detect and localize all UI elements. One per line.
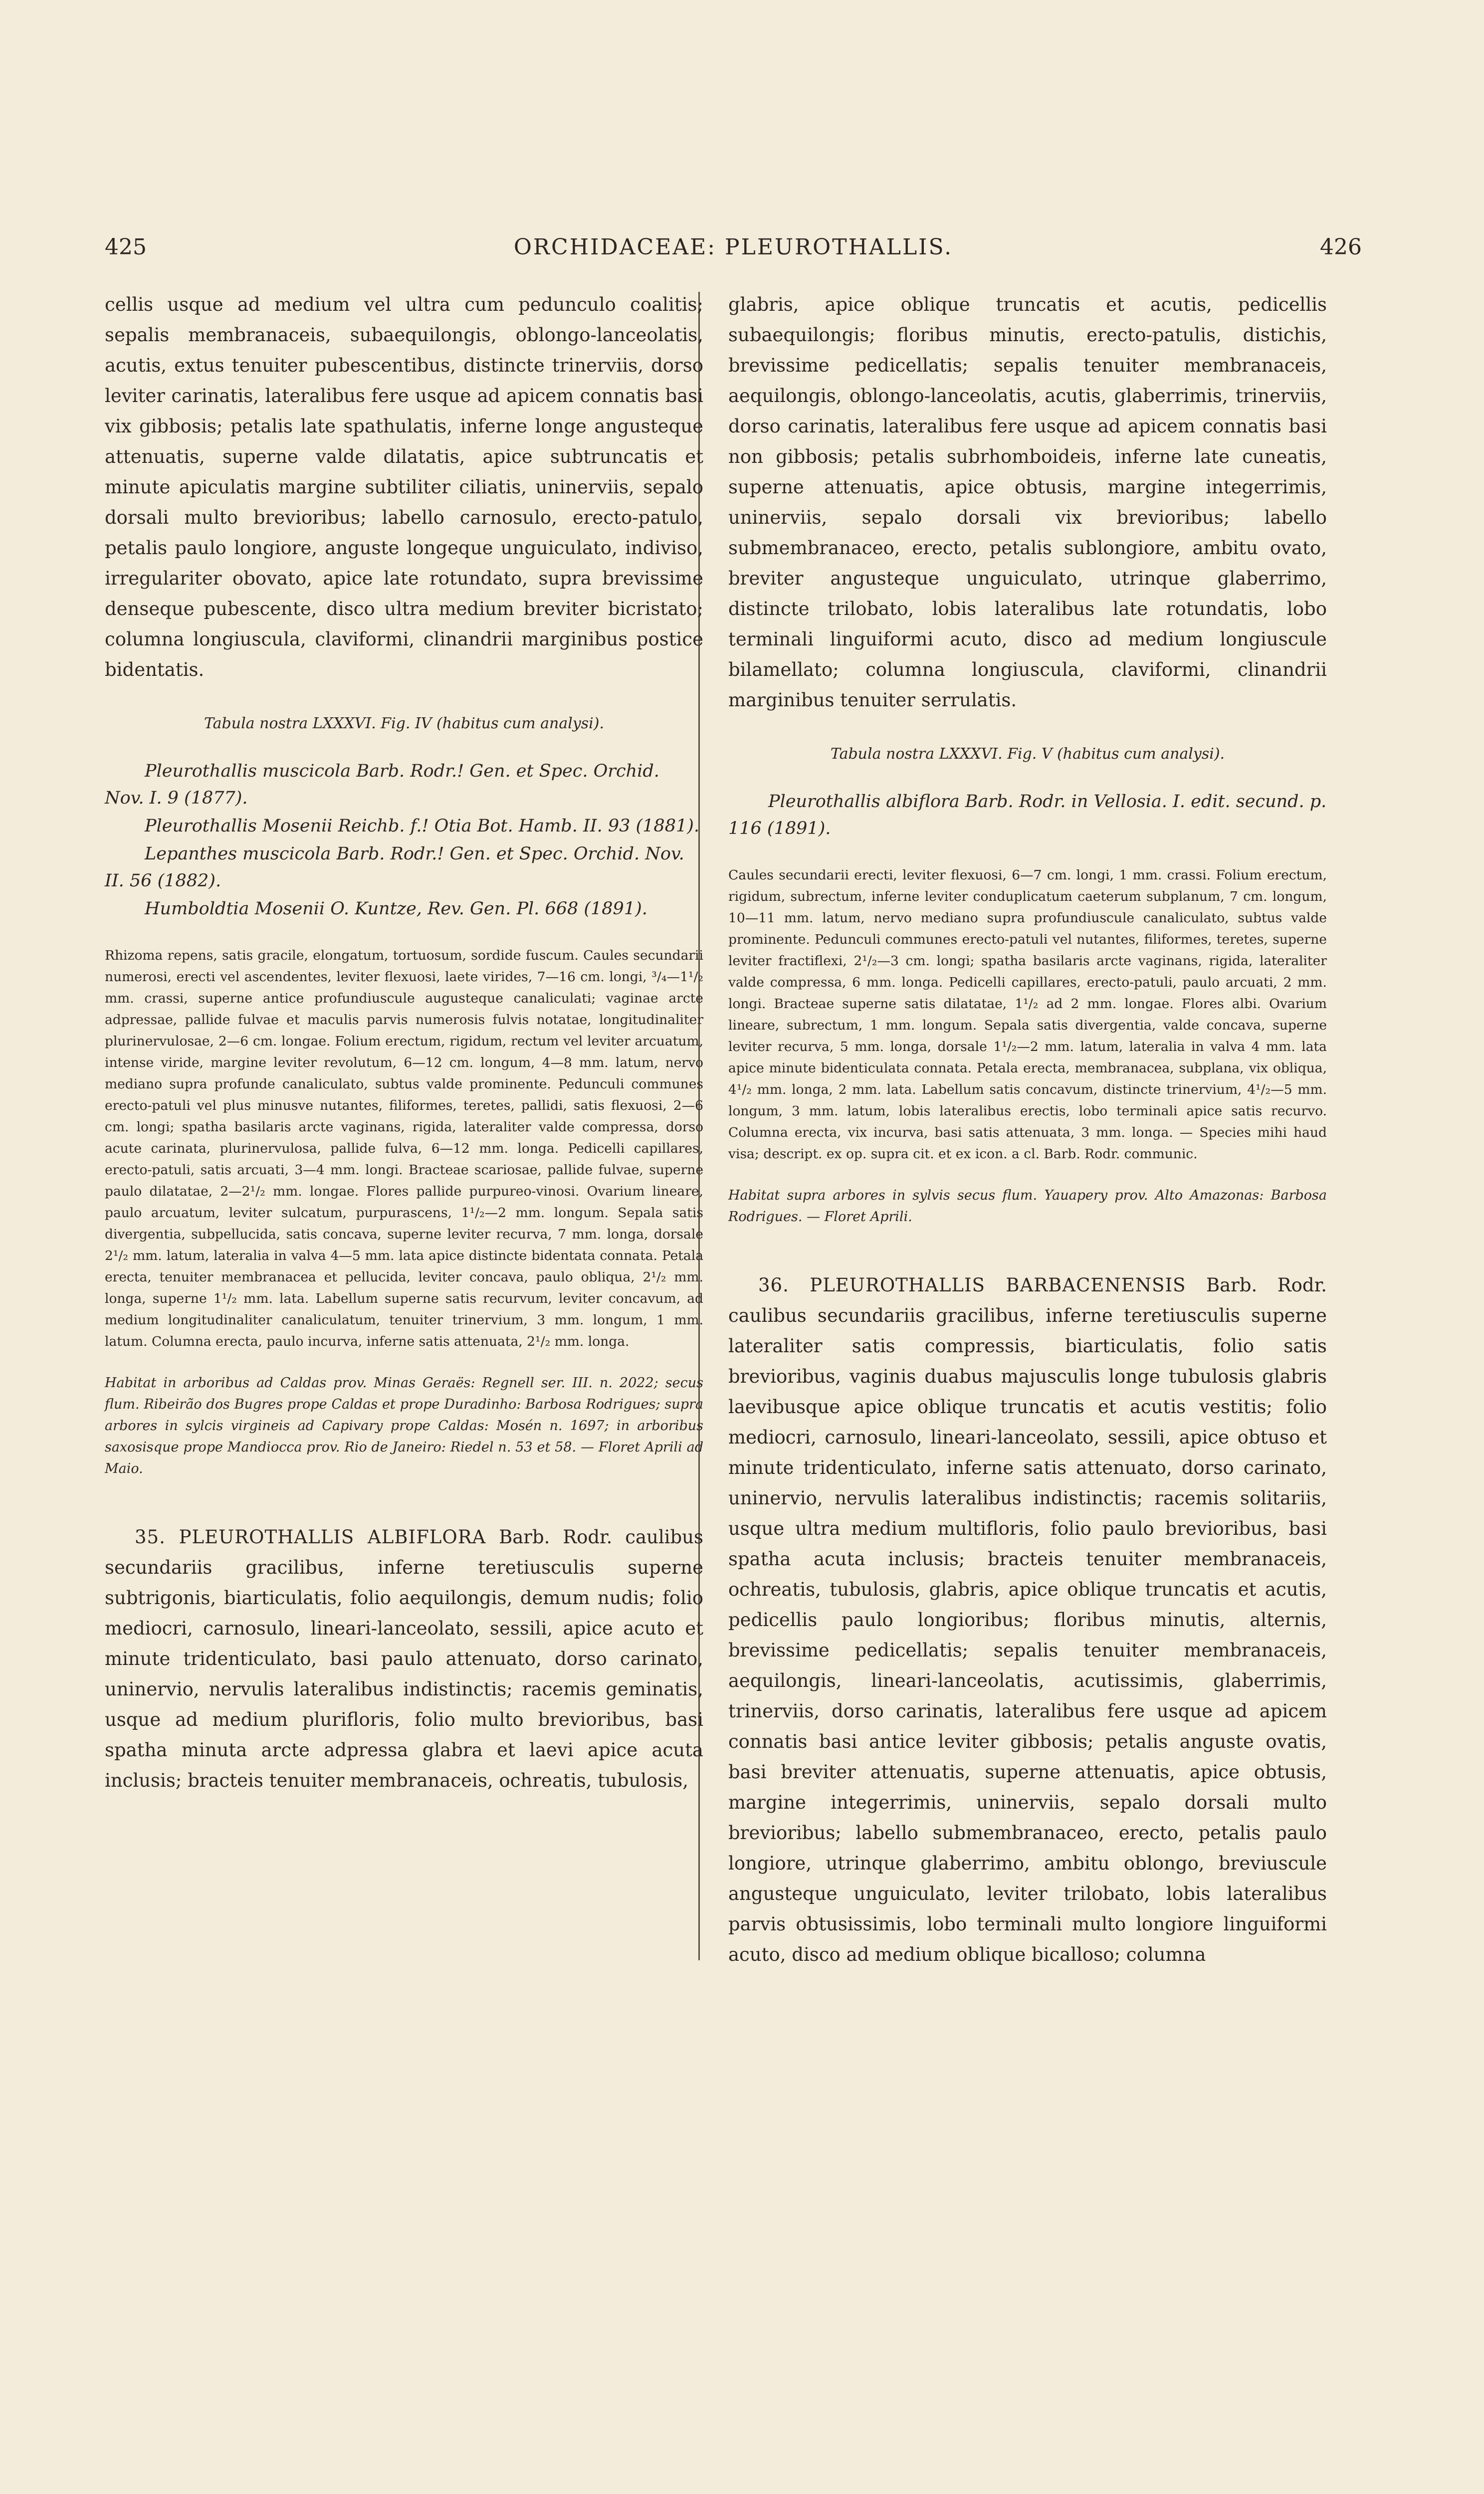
synonym-entry: Pleurothallis albiflora Barb. Rodr. in Vellosia. I. edit. secund. p. 116 (1891). (728, 792, 1327, 838)
left-plate-reference: Tabula nostra LXXXVI. Fig. IV (habitus cum analysi). (204, 715, 605, 732)
left-description: Rhizoma repens, satis gracile, elongatum, tortuosum, sordide fuscum. Caules secundarii numerosi, erecti vel ascendentes, leviter flexuosi, laete virides, 7—16 cm. longi, ³/₄—1¹/₂ mm. crassi, superne antice profundiuscule augusteque canaliculati; vaginae arcte adpressae, pallide fulvae et maculis parvis numerosis fulvis notatae, longitudinaliter plurinervulosae, 2—6 cm. longae. Folium erectum, rigidum, rectum vel leviter arcuatum, intense viride, margine leviter revolutum, 6—12 cm. longum, 4—8 mm. latum, nervo mediano supra profunde canaliculato, subtus valde prominente. Pedunculi communes erecto-patuli vel plus minusve nutantes, filiformes, teretes, pallidi, satis flexuosi, 2—6 cm. longi; spatha basilaris arcte vaginans, rigida, lateraliter valde compressa, dorso acute carinata, plurinervulosa, pallide fulva, 6—12 mm. longa. Pedicelli capillares, erecto-patuli, satis arcuati, 3—4 mm. longi. Bracteae scariosae, pallide fulvae, superne paulo dilatatae, 2—2¹/₂ mm. longae. Flores pallide purpureo-vinosi. Ovarium lineare, paulo arcuatum, leviter sulcatum, purpurascens, 1¹/₂—2 mm. longum. Sepala satis divergentia, subpellucida, satis concava, superne leviter recurva, 7 mm. longa, dorsale 2¹/₂ mm. latum, lateralia in valva 4—5 mm. lata apice distincte bidentata connata. Petala erecta, tenuiter membranacea et pellucida, leviter concava, paulo obliqua, 2¹/₂ mm. longa, superne 1¹/₂ mm. lata. Labellum superne satis recurvum, leviter concavum, ad medium longitudinaliter canaliculatum, tenuiter trinervium, 3 mm. longum, 1 mm. latum. Columna erecta, paulo incurva, inferne satis attenuata, 2¹/₂ mm. longa. (105, 948, 703, 1349)
right-column (728, 289, 1327, 1970)
synonym-list (105, 758, 703, 922)
synonym-entry: Pleurothallis muscicola Barb. Rodr.! Gen. et Spec. Orchid. Nov. I. 9 (1877). (105, 761, 659, 808)
page-number-right: 426 (1320, 234, 1362, 260)
species-35-text: caulibus secundariis gracilibus, inferne teretiusculis superne subtrigonis, biarticulatis, folio aequilongis, demum nudis; folio mediocri, carnosulo, lineari-lanceolato, sessili, apice acuto et minute tridenticulato, basi paulo attenuato, dorso carinato, uninervio, nervulis lateralibus indistinctis; racemis geminatis, usque ad medium plurifloris, folio multo brevioribus, basi spatha minuta arcte adpressa glabra et laevi apice acuta inclusis; bracteis tenuiter membranaceis, ochreatis, tubulosis, (105, 1526, 703, 1791)
species-36-paragraph (728, 1270, 1327, 1970)
right-plate-reference: Tabula nostra LXXXVI. Fig. V (habitus cum analysi). (830, 745, 1225, 763)
left-intro-paragraph: cellis usque ad medium vel ultra cum pedunculo coalitis; sepalis membranaceis, subaequilongis, oblongo-lanceolatis, acutis, extus tenuiter pubescentibus, distincte trinerviis, dorso leviter carinatis, lateralibus fere usque ad apicem connatis basi vix gibbosis; petalis late spathulatis, inferne longe angusteque attenuatis, superne valde dilatatis, apice subtruncatis et minute apiculatis margine subtiliter ciliatis, uninerviis, sepalo dorsali multo brevioribus; labello carnosulo, erecto-patulo, petalis paulo longiore, anguste longeque unguiculato, indiviso, irregulariter obovato, apice late rotundato, supra brevissime denseque pubescente, disco ultra medium breviter bicristato; columna longiuscula, claviformi, clinandrii marginibus postice bidentatis. (105, 294, 703, 680)
synonym-entry: Humboldtia Mosenii O. Kuntze, Rev. Gen. Pl. 668 (1891). (145, 899, 647, 919)
species-35-author: Barb. Rodr. (499, 1526, 613, 1548)
right-synonym-list (728, 788, 1327, 842)
right-habitat: Habitat supra arbores in sylvis secus flum. Yauapery prov. Alto Amazonas: Barbosa Rodrigues. — Floret Aprili. (728, 1188, 1327, 1225)
species-36-text: caulibus secundariis gracilibus, inferne teretiusculis superne lateraliter satis compressis, biarticulatis, folio satis brevioribus, vaginis duabus majusculis longe tubulosis glabris laevibusque apice oblique truncatis et acutis vestitis; folio mediocri, carnosulo, lineari-lanceolato, sessili, apice obtuso et minute tridenticulato, inferne satis attenuato, dorso carinato, uninervio, nervulis lateralibus indistinctis; racemis solitariis, usque ultra medium multifloris, folio paulo brevioribus, basi spatha acuta inclusis; bracteis tenuiter membranaceis, ochreatis, tubulosis, glabris, apice oblique truncatis et acutis, pedicellis paulo longioribus; floribus minutis, alternis, brevissime pedicellatis; sepalis tenuiter membranaceis, aequilongis, lineari-lanceolatis, acutissimis, glaberrimis, trinerviis, dorso carinatis, lateralibus fere usque ad apicem connatis basi antice leviter gibbosis; petalis anguste ovatis, basi breviter attenuatis, superne attenuatis, apice obtusis, margine integerrimis, uninerviis, sepalo dorsali multo brevioribus; labello submembranaceo, erecto, petalis paulo longiore, utrinque glaberrimo, ambitu oblongo, breviuscule angusteque unguiculato, leviter trilobato, lobis lateralibus parvis obtusissimis, lobo terminali multo longiore linguiformi acuto, disco ad medium oblique bicalloso; columna (728, 1305, 1327, 1965)
species-36-heading: 36. PLEUROTHALLIS BARBACENENSIS (758, 1274, 1186, 1296)
right-intro-paragraph: glabris, apice oblique truncatis et acutis, pedicellis subaequilongis; floribus minutis, erecto-patulis, distichis, brevissime pedicellatis; sepalis tenuiter membranaceis, aequilongis, oblongo-lanceolatis, acutis, glaberrimis, trinerviis, dorso carinatis, lateralibus fere usque ad apicem connatis basi non gibbosis; petalis subrhomboideis, inferne late cuneatis, superne attenuatis, apice obtusis, margine integerrimis, uninerviis, sepalo dorsali vix brevioribus; labello submembranaceo, erecto, petalis sublongiore, ambitu ovato, breviter angusteque unguiculato, utrinque glaberrimo, distincte trilobato, lobis lateralibus late rotundatis, lobo terminali linguiformi acuto, disco ad medium longiuscule bilamellato; columna longiuscula, claviformi, clinandrii marginibus tenuiter serrulatis. (728, 294, 1327, 711)
species-35-heading: 35. PLEUROTHALLIS ALBIFLORA (135, 1526, 486, 1548)
right-description: Caules secundarii erecti, leviter flexuosi, 6—7 cm. longi, 1 mm. crassi. Folium erectum, rigidum, subrectum, inferne leviter conduplicatum caeterum subplanum, 7 cm. longum, 10—11 mm. latum, nervo mediano supra profundiuscule canaliculato, subtus valde prominente. Pedunculi communes erecto-patuli vel nutantes, filiformes, teretes, superne leviter fractiflexi, 2¹/₂—3 cm. longi; spatha basilaris arcte vaginans, rigida, lateraliter valde compressa, 6 mm. longa. Pedicelli capillares, erecto-patuli, paulo arcuati, 2 mm. longi. Bracteae superne satis dilatatae, 1¹/₂ ad 2 mm. longae. Flores albi. Ovarium lineare, subrectum, 1 mm. longum. Sepala satis divergentia, valde concava, superne leviter recurva, 5 mm. longa, dorsale 1¹/₂—2 mm. latum, lateralia in valva 4 mm. lata apice minute bidenticulata connata. Petala erecta, membranacea, subplana, vix obliqua, 4¹/₂ mm. longa, 2 mm. lata. Labellum satis concavum, distincte trinervium, 4¹/₂—5 mm. longum, 3 mm. latum, lobis lateralibus erectis, lobo terminali apice satis recurvo. Columna erecta, vix incurva, basi satis attenuata, 3 mm. longa. — Species mihi haud visa; descript. ex op. supra cit. et ex icon. a cl. Barb. Rodr. communic. (728, 867, 1327, 1162)
species-35-paragraph (105, 1522, 703, 1796)
running-head (105, 234, 1362, 274)
page-title: ORCHIDACEAE: PLEUROTHALLIS. (513, 234, 953, 260)
synonym-entry: Pleurothallis Mosenii Reichb. f.! Otia Bot. Hamb. II. 93 (1881). (145, 816, 700, 836)
left-habitat: Habitat in arboribus ad Caldas prov. Minas Geraës: Regnell ser. III. n. 2022; secus flum. Ribeirão dos Bugres prope Caldas et prope Duradinho: Barbosa Rodrigues; supra arbores in sylcis virgineis ad Capivary prope Caldas: Mosén n. 1697; in arboribus saxosisque prope Mandiocca prov. Rio de Janeiro: Riedel n. 53 et 58. — Floret Aprili ad Maio. (105, 1375, 703, 1476)
species-36-author: Barb. Rodr. (1206, 1274, 1327, 1296)
page-number-left: 425 (105, 234, 147, 260)
left-column (105, 289, 703, 1796)
synonym-entry: Lepanthes muscicola Barb. Rodr.! Gen. et Spec. Orchid. Nov. II. 56 (1882). (105, 844, 684, 891)
